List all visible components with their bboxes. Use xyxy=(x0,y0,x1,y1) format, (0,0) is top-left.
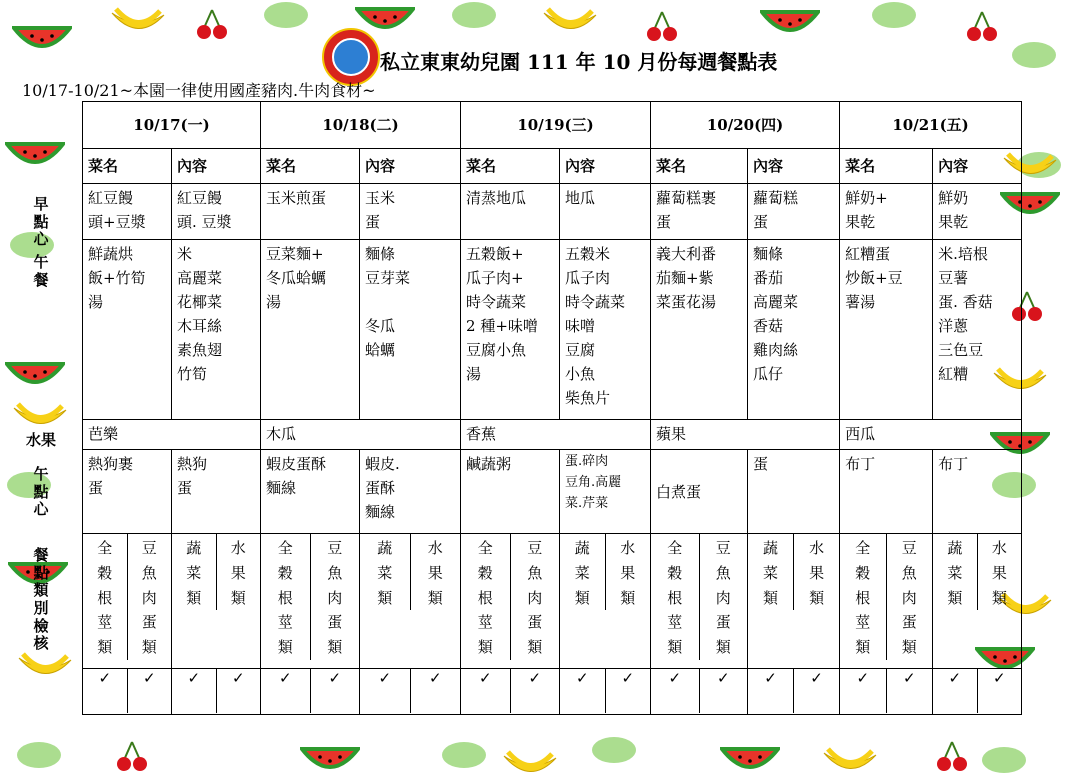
lunch-dish: 五穀飯+ 瓜子肉+ 時令蔬菜 2 種+味噌 豆腐小魚 湯 xyxy=(461,240,560,420)
check-mark: ✓ xyxy=(360,669,411,713)
check-cell xyxy=(360,669,461,715)
watermelon-icon xyxy=(760,8,820,42)
check-mark: ✓ xyxy=(621,669,635,687)
food-group-cell xyxy=(651,534,748,669)
food-group-cell xyxy=(560,534,651,669)
afternoon-dish: 鹹蔬粥 xyxy=(461,450,560,534)
food-group-label: 全 穀 根 莖 類 xyxy=(83,534,128,660)
breakfast-dish: 紅豆饅 頭+豆漿 xyxy=(83,184,172,240)
page-subtitle: 10/17-10/21~本園一律使用國產豬肉.牛肉食材~ xyxy=(22,81,376,100)
check-cell xyxy=(461,669,560,715)
weekly-menu-table xyxy=(82,101,1022,715)
afternoon-content: 蛋 xyxy=(748,450,840,534)
banana-icon xyxy=(15,650,75,684)
breakfast-content: 玉米 蛋 xyxy=(360,184,461,240)
breakfast-dish: 清蒸地瓜 xyxy=(461,184,560,240)
food-group-label: 水 果 類 xyxy=(230,539,246,607)
lemon-icon xyxy=(870,0,918,30)
afternoon-content: 熱狗 蛋 xyxy=(172,450,261,534)
dish-col-header: 菜名 xyxy=(83,149,172,184)
check-mark: ✓ xyxy=(231,669,245,687)
food-group-label: 全 穀 根 莖 類 xyxy=(840,534,887,660)
fruit-cell: 西瓜 xyxy=(840,420,1022,450)
lemon-icon xyxy=(450,0,498,30)
content-col-header: 內容 xyxy=(360,149,461,184)
breakfast-content: 紅豆饅 頭. 豆漿 xyxy=(172,184,261,240)
breakfast-content: 蘿蔔糕 蛋 xyxy=(748,184,840,240)
lunch-dish: 義大利番 茄麵+紫 菜蛋花湯 xyxy=(651,240,748,420)
afternoon-dish: 蝦皮蛋酥 麵線 xyxy=(261,450,360,534)
food-group-label: 蔬 菜 類 xyxy=(748,534,794,610)
lunch-content: 麵條 豆芽菜 冬瓜 蛤蠣 xyxy=(360,240,461,420)
row-label-afternoon: 午 點 心 xyxy=(33,465,49,519)
check-mark: ✓ xyxy=(748,669,794,713)
lemon-icon xyxy=(980,745,1028,775)
lunch-content: 米.培根 豆薯 蛋. 香菇 洋蔥 三色豆 紅糟 xyxy=(933,240,1022,420)
lemon-icon xyxy=(1010,40,1058,70)
cherry-icon xyxy=(110,740,154,774)
breakfast-dish: 玉米煎蛋 xyxy=(261,184,360,240)
afternoon-content: 蝦皮. 蛋酥 麵線 xyxy=(360,450,461,534)
fruit-cell: 香蕉 xyxy=(461,420,651,450)
check-mark: ✓ xyxy=(429,669,442,687)
check-cell xyxy=(261,669,360,715)
banana-icon xyxy=(820,745,880,779)
check-mark: ✓ xyxy=(651,669,700,713)
lunch-dish: 紅糟蛋 炒飯+豆 薯湯 xyxy=(840,240,933,420)
mascot-icon xyxy=(332,38,370,76)
check-cell xyxy=(933,669,1022,715)
content-col-header: 內容 xyxy=(933,149,1022,184)
dish-col-header: 菜名 xyxy=(840,149,933,184)
check-mark: ✓ xyxy=(328,669,342,687)
watermelon-icon xyxy=(12,24,72,58)
content-col-header: 內容 xyxy=(748,149,840,184)
banana-icon xyxy=(540,5,600,39)
food-group-label: 水 果 類 xyxy=(427,539,443,607)
food-group-label: 蔬 菜 類 xyxy=(560,534,606,610)
day-header: 10/18(二) xyxy=(261,102,461,149)
content-col-header: 內容 xyxy=(172,149,261,184)
afternoon-content: 布丁 xyxy=(933,450,1022,534)
check-cell xyxy=(83,669,172,715)
check-mark: ✓ xyxy=(172,669,217,713)
food-group-label: 水 果 類 xyxy=(620,539,636,607)
breakfast-dish: 蘿蔔糕裹 蛋 xyxy=(651,184,748,240)
afternoon-dish: 熱狗裹 蛋 xyxy=(83,450,172,534)
food-group-label: 全 穀 根 莖 類 xyxy=(461,534,511,660)
food-group-label: 全 穀 根 莖 類 xyxy=(261,534,311,660)
row-label-lunch: 午 餐 xyxy=(33,253,49,289)
food-group-label: 全 穀 根 莖 類 xyxy=(651,534,700,660)
day-header: 10/21(五) xyxy=(840,102,1022,149)
check-mark: ✓ xyxy=(840,669,887,713)
banana-icon xyxy=(108,5,168,39)
fruit-cell: 蘋果 xyxy=(651,420,840,450)
food-group-cell xyxy=(261,534,360,669)
lunch-dish: 豆菜麵+ 冬瓜蛤蠣 湯 xyxy=(261,240,360,420)
check-mark: ✓ xyxy=(528,669,542,687)
food-group-label: 蔬 菜 類 xyxy=(172,534,217,610)
food-group-cell xyxy=(83,534,172,669)
food-group-cell xyxy=(840,534,933,669)
food-group-label: 豆 魚 肉 蛋 類 xyxy=(715,539,731,656)
food-group-label: 水 果 類 xyxy=(991,539,1007,607)
cherry-icon xyxy=(640,10,684,44)
watermelon-icon xyxy=(300,745,360,779)
day-header: 10/20(四) xyxy=(651,102,840,149)
dish-col-header: 菜名 xyxy=(261,149,360,184)
check-mark: ✓ xyxy=(933,669,978,713)
afternoon-dish: 白煮蛋 xyxy=(651,450,748,534)
afternoon-dish: 布丁 xyxy=(840,450,933,534)
check-mark: ✓ xyxy=(461,669,511,713)
day-header: 10/17(一) xyxy=(83,102,261,149)
check-cell xyxy=(172,669,261,715)
row-label-fruit: 水果 xyxy=(26,431,57,449)
food-group-label: 豆 魚 肉 蛋 類 xyxy=(327,539,343,656)
lunch-content: 麵條 番茄 高麗菜 香菇 雞肉絲 瓜仔 xyxy=(748,240,840,420)
food-group-label: 豆 魚 肉 蛋 類 xyxy=(141,539,157,656)
cherry-icon xyxy=(930,740,974,774)
check-cell xyxy=(560,669,651,715)
food-group-label: 豆 魚 肉 蛋 類 xyxy=(527,539,543,656)
food-group-cell xyxy=(172,534,261,669)
fruit-cell: 木瓜 xyxy=(261,420,461,450)
food-group-cell xyxy=(360,534,461,669)
banana-icon xyxy=(10,400,70,434)
watermelon-icon xyxy=(5,360,65,394)
check-mark: ✓ xyxy=(810,669,823,687)
lemon-icon xyxy=(440,740,488,770)
content-col-header: 內容 xyxy=(560,149,651,184)
check-mark: ✓ xyxy=(560,669,606,713)
food-group-label: 豆 魚 肉 蛋 類 xyxy=(901,539,917,656)
dish-col-header: 菜名 xyxy=(651,149,748,184)
check-mark: ✓ xyxy=(261,669,311,713)
food-group-label: 蔬 菜 類 xyxy=(933,534,978,610)
row-label-breakfast: 早 點 心 xyxy=(33,195,49,249)
cherry-icon xyxy=(960,10,1004,44)
food-group-label: 水 果 類 xyxy=(809,539,825,607)
check-mark: ✓ xyxy=(993,669,1006,687)
lunch-content: 五穀米 瓜子肉 時令蔬菜 味噌 豆腐 小魚 柴魚片 xyxy=(560,240,651,420)
cherry-icon xyxy=(190,8,234,42)
check-cell xyxy=(840,669,933,715)
afternoon-content: 蛋.碎肉 豆角.高麗 菜.芹菜 xyxy=(560,450,651,534)
food-group-label: 蔬 菜 類 xyxy=(360,534,411,610)
breakfast-dish: 鮮奶+ 果乾 xyxy=(840,184,933,240)
food-group-cell xyxy=(748,534,840,669)
lemon-icon xyxy=(590,735,638,765)
lemon-icon xyxy=(262,0,310,30)
food-group-cell xyxy=(933,534,1022,669)
dish-col-header: 菜名 xyxy=(461,149,560,184)
check-mark: ✓ xyxy=(83,669,128,713)
check-cell xyxy=(651,669,748,715)
lunch-dish: 鮮蔬烘 飯+竹筍 湯 xyxy=(83,240,172,420)
check-mark: ✓ xyxy=(717,669,730,687)
lemon-icon xyxy=(15,740,63,770)
food-group-cell xyxy=(461,534,560,669)
breakfast-content: 鮮奶 果乾 xyxy=(933,184,1022,240)
watermelon-icon xyxy=(720,745,780,779)
fruit-cell: 芭樂 xyxy=(83,420,261,450)
breakfast-content: 地瓜 xyxy=(560,184,651,240)
lunch-content: 米 高麗菜 花椰菜 木耳絲 素魚翅 竹筍 xyxy=(172,240,261,420)
check-mark: ✓ xyxy=(142,669,156,687)
watermelon-icon xyxy=(5,140,65,174)
page-title: 私立東東幼兒園 111 年 10 月份每週餐點表 xyxy=(380,50,778,74)
day-header: 10/19(三) xyxy=(461,102,651,149)
check-cell xyxy=(748,669,840,715)
check-mark: ✓ xyxy=(903,669,916,687)
row-label-check: 餐 點 類 別 檢 核 xyxy=(33,546,49,653)
